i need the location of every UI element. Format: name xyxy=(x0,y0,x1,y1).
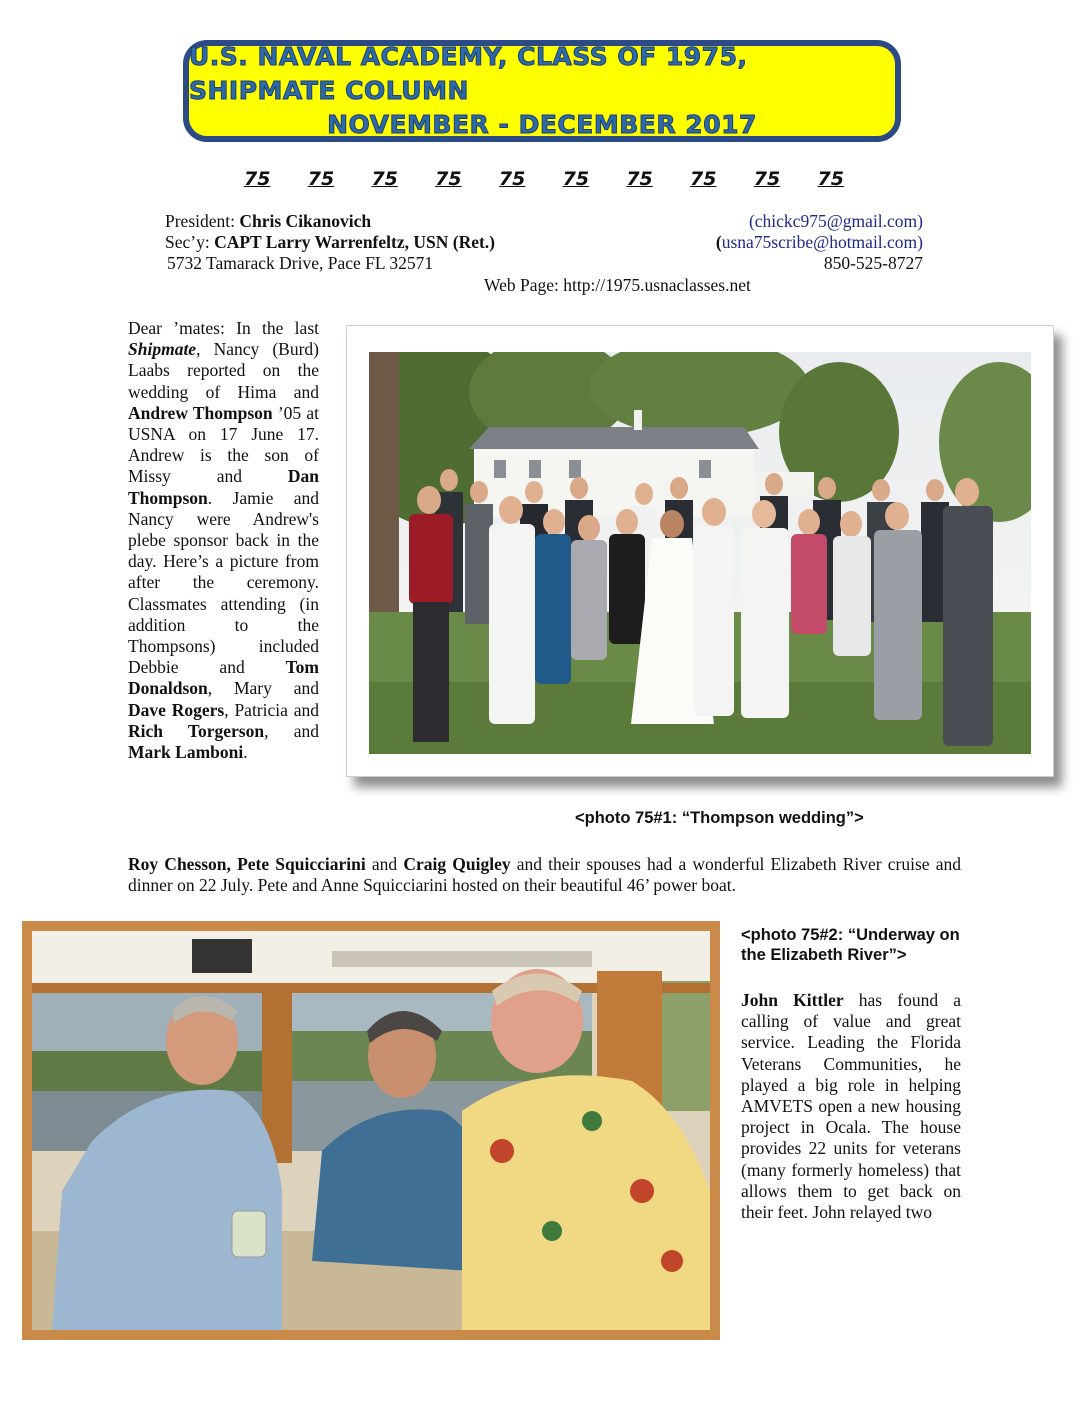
phone-number: 850-525-8727 xyxy=(823,253,923,273)
class-number: 75 xyxy=(307,168,335,190)
boat-photo-frame xyxy=(22,921,720,1340)
class-number: 75 xyxy=(498,168,526,190)
class-number: 75 xyxy=(435,168,462,190)
mailing-address: 5732 Tamarack Drive, Pace FL 32571 xyxy=(167,253,434,273)
president-name: Chris Cikanovich xyxy=(239,211,372,231)
president-line: President: Chris Cikanovich xyxy=(165,211,372,231)
class-number: 75 xyxy=(562,168,590,190)
president-email[interactable]: (chickc975@gmail.com) xyxy=(748,211,923,231)
banner-title: U.S. NAVAL ACADEMY, CLASS OF 1975, SHIPMATE COLUMN xyxy=(189,42,748,105)
thompson-wedding-paragraph: Dear ’mates: In the last Shipmate, Nancy (Burd) Laabs reported on the wedding of Hima and Andrew Thompson ’05 at USNA on 17 June 17. Andrew is the son of Missy and Dan Thompson. Jamie and Nancy were Andrew's plebe sponsor back in the day. Here’s a picture from after the ceremony. Classmates attending (in addition to the Thompsons) included Debbie and Tom Donaldson, Mary and Dave Rogers, Patricia and Rich Torgerson, and Mark Lamboni. xyxy=(128,318,320,763)
boat-photo-caption: <photo 75#2: “Underway on the Elizabeth River”> xyxy=(741,926,960,964)
class-number-row xyxy=(244,168,844,190)
kittler-paragraph: John Kittler has found a calling of value and great service. Leading the Florida Veterans Communities, he played a big role in helping AMVETS open a new housing project in Ocala. The house provides 22 units for veterans (many formerly homeless) that allows them to get back on their feet. John relayed two xyxy=(741,990,961,1223)
column-banner xyxy=(183,40,901,142)
class-number: 75 xyxy=(371,168,398,190)
wedding-photo-caption: <photo 75#1: “Thompson wedding”> xyxy=(575,809,864,827)
secretary-email[interactable]: (usna75scribe@hotmail.com) xyxy=(715,232,923,252)
class-number: 75 xyxy=(817,168,844,190)
banner-issue-date: NOVEMBER - DECEMBER 2017 xyxy=(327,110,757,139)
wedding-group-photo xyxy=(369,352,1031,754)
web-page-link[interactable]: Web Page: http://1975.usnaclasses.net xyxy=(484,275,751,295)
class-number: 75 xyxy=(690,168,717,190)
wedding-photo-frame xyxy=(346,325,1054,777)
secretary-line: Sec’y: CAPT Larry Warrenfeltz, USN (Ret.) xyxy=(165,232,496,252)
class-number: 75 xyxy=(753,168,781,190)
secretary-name: CAPT Larry Warrenfeltz, USN (Ret.) xyxy=(214,232,496,252)
class-number: 75 xyxy=(626,168,653,190)
boat-cabin-photo xyxy=(32,931,710,1330)
class-number: 75 xyxy=(244,168,271,190)
river-cruise-paragraph: Roy Chesson, Pete Squicciarini and Craig Quigley and their spouses had a wonderful Elizabeth River cruise and dinner on 22 July. Pete and Anne Squicciarini hosted on their beautiful 46’ power boat. xyxy=(128,854,961,896)
